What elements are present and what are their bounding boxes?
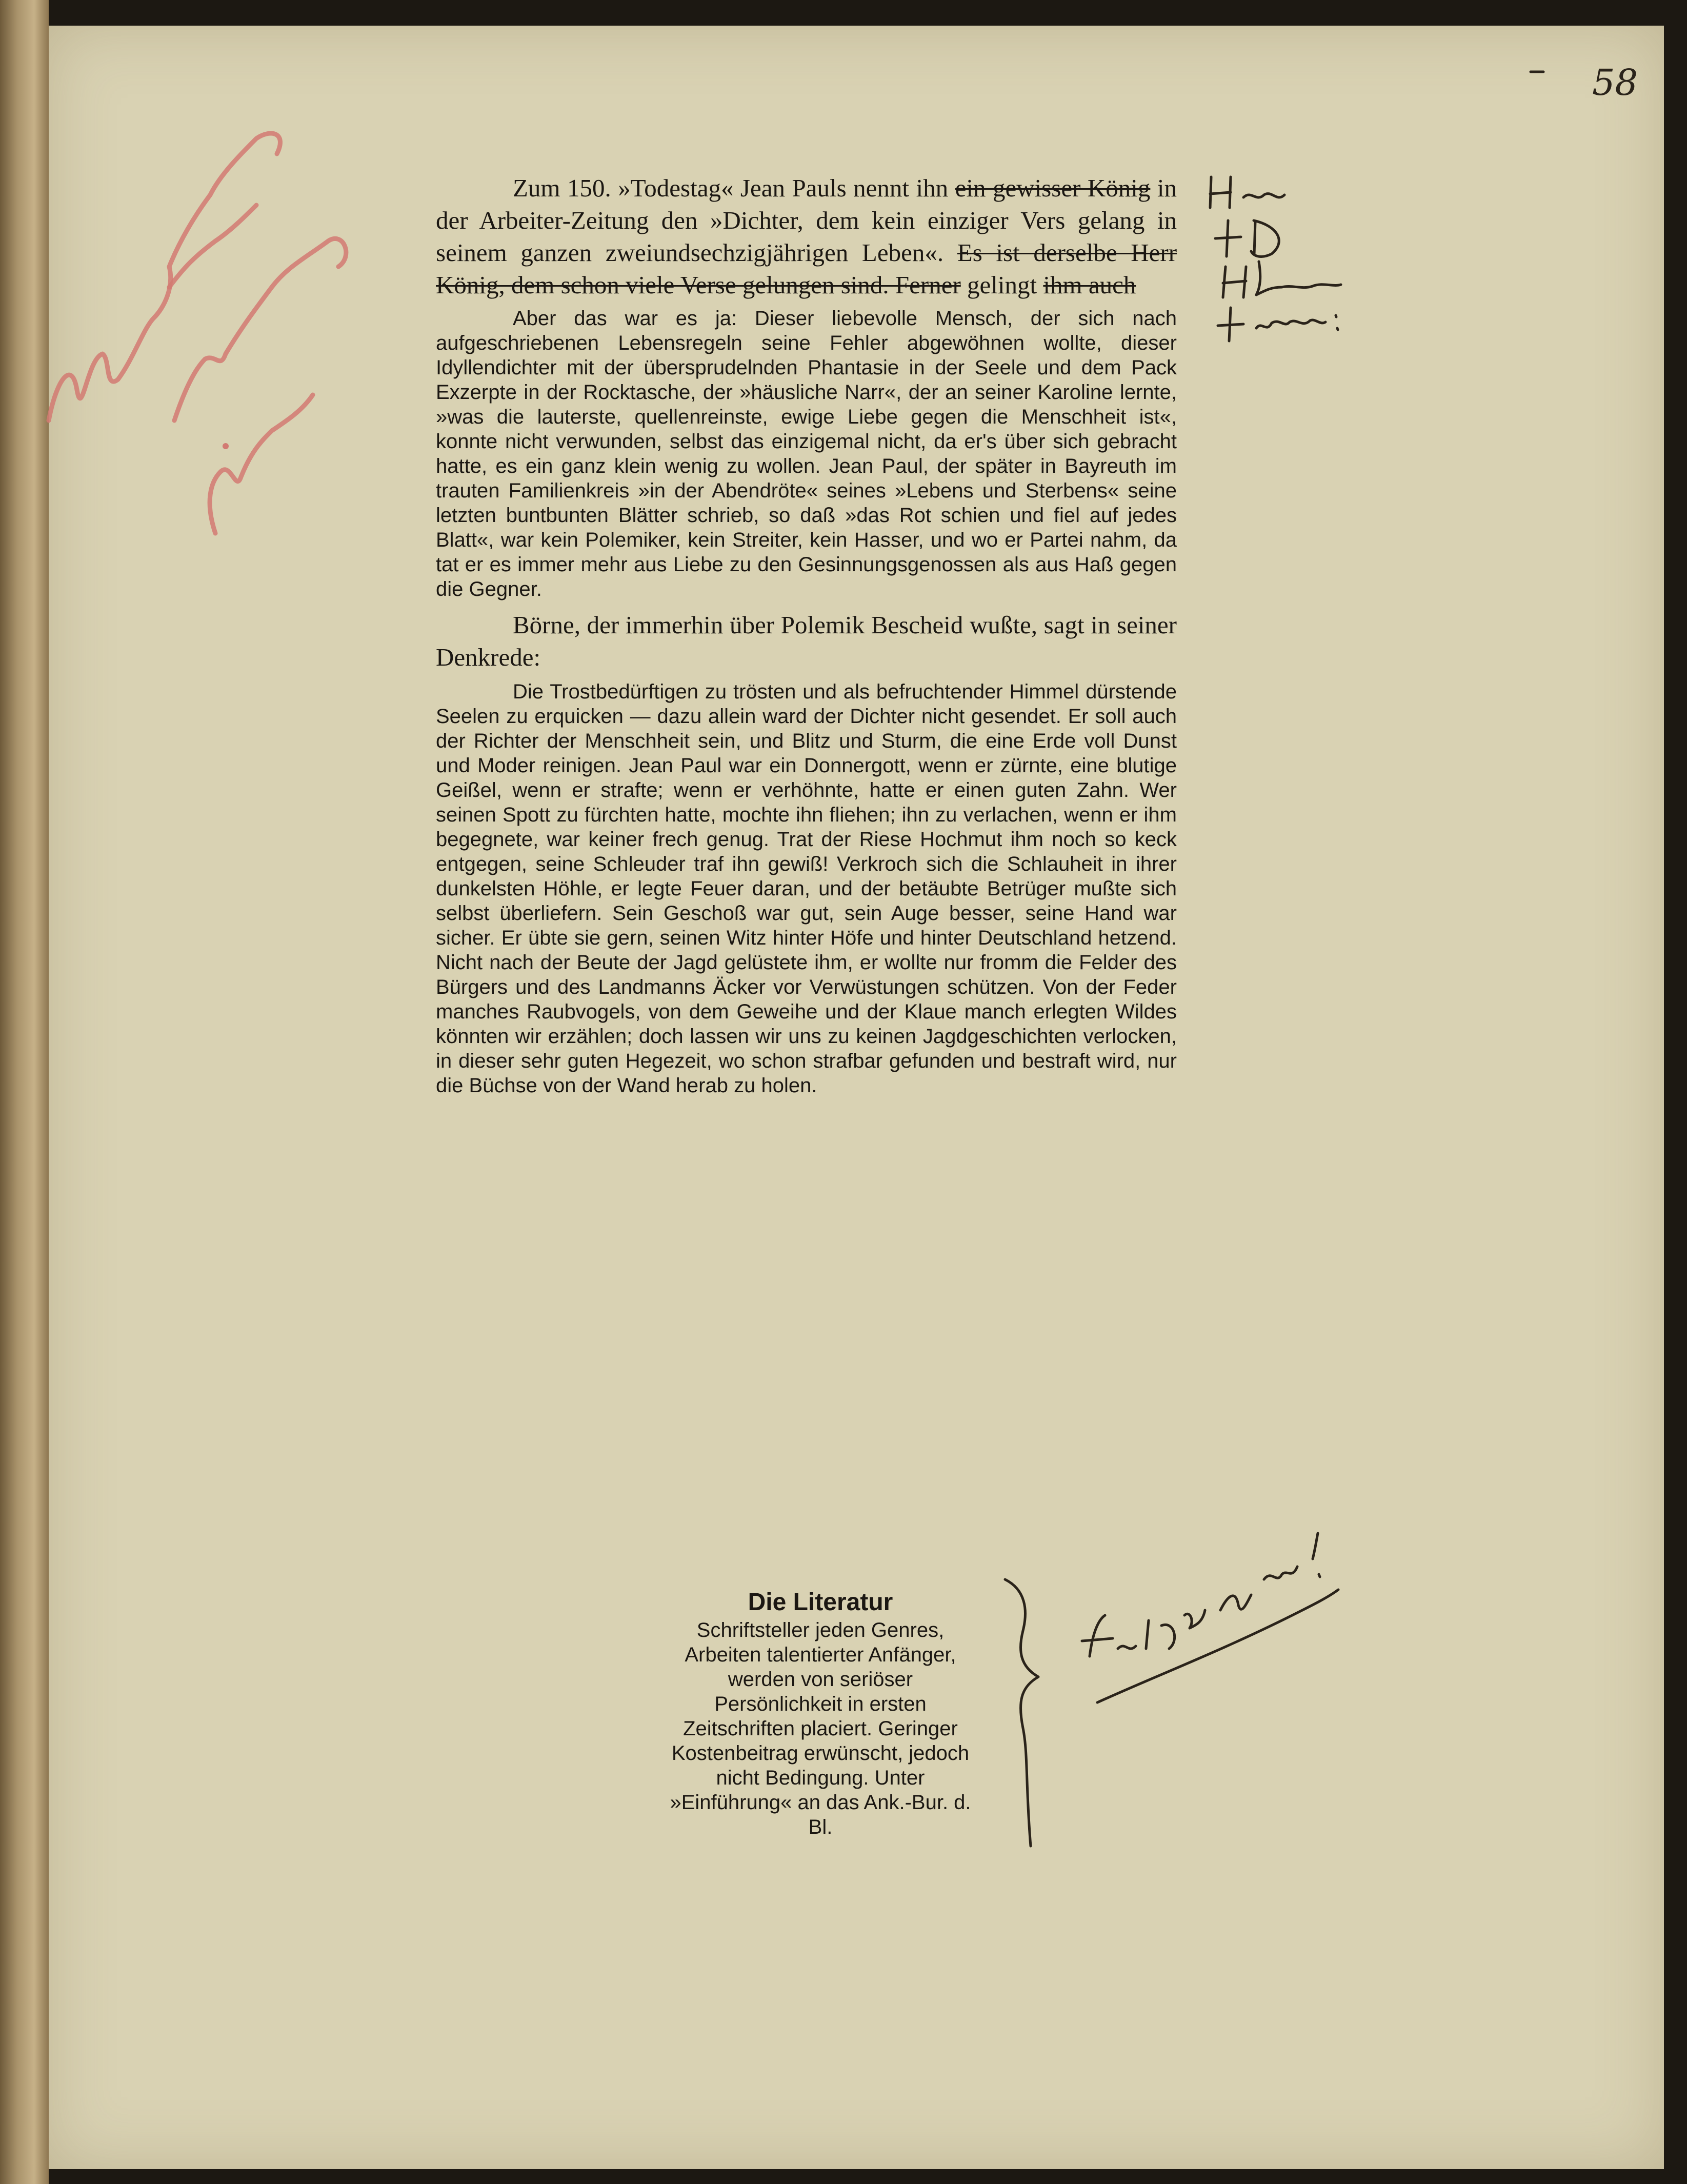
paragraph-jean-paul: Aber das war es ja: Dieser liebevolle Mensch, der sich nach aufgeschriebenen Lebensregeln seine Fehler abgewöhnen wollte, dieser Idyllendichter mit der übersprudelnden Phantasie in der Seele und dem Pack Exzerpte in der Rocktasche, der »häusliche Narr«, der an seiner Karoline lernte, »was die lauterste, quellenreinste, ewige Liebe gegen die Menschheit ist«, konnte nicht verwunden, selbst das einzigemal nicht, da er's über sich gebracht hatte, es ein ganz klein wenig zu wollen. Jean Paul, der später in Bayreuth im trauten Familienkreis »in der Abendröte« seines »Lebens und Sterbens« seine letzten buntbunten Blätter schrieb, so daß »das Rot schien und fiel auf jedes Blatt«, war kein Polemiker, kein Streiter, kein Hasser, und wo er Partei nahm, da tat er es immer mehr aus Liebe zu den Gesinnungsgenossen als aus Haß gegen die Gegner. <box>436 307 1177 600</box>
ad-body: Schriftsteller jeden Genres, Arbeiten talentierter Anfänger, werden von seriöser Persönlichkeit in ersten Zeitschriften placiert. Geringer Kostenbeitrag erwünscht, jedoch nicht Bedingung. Unter »Einführung« an das Ank.-Bur. d. Bl. <box>670 1619 971 1838</box>
struck-text: ein gewisser König <box>955 174 1151 202</box>
struck-text: ihm auch <box>1043 271 1136 299</box>
intro-text-middle: in der Arbeiter-Zeitung den »Dichter, dem kein einziger Vers gelang in seinem ganzen zweiundsechzigjährigen Leben«. <box>436 174 1177 267</box>
intro-text: Zum 150. »Todestag« Jean Pauls nennt ihn <box>513 174 955 202</box>
intro-text-end: gelingt <box>960 271 1043 299</box>
struck-text: Es ist derselbe Herr König, dem schon viele Verse gelungen sind. Ferner <box>436 238 1177 299</box>
ad-title: Die Literatur <box>748 1589 893 1616</box>
handwritten-brace-note <box>1005 1533 1338 1846</box>
red-pencil-scribble <box>49 133 346 533</box>
margin-notes-right <box>1210 177 1341 341</box>
paragraph-quote: Die Trostbedürftigen zu trösten und als befruchtender Himmel dürstende Seelen zu erquicken — dazu allein ward der Dichter nicht gesendet. Er soll auch der Richter der Menschheit sein, und Blitz und Sturm, die eine Erde voll Dunst und Moder reinigen. Jean Paul war ein Donnergott, wenn er zürnte, eine blutige Geißel, wenn er strafte; wenn er verhöhnte, hatte er einen guten Zahn. Wer seinen Spott zu fürchten hatte, mochte ihn fliehen; ihn zu verlachen, wenn er ihm begegnete, war keiner frech genug. Trat der Riese Hochmut ihm noch so keck entgegen, seine Schleuder traf ihn gewiß! Verkroch sich die Schlauheit in ihrer dunkelsten Höhle, er legte Feuer daran, und der betäubte Betrüger mußte sich selbst überliefern. Sein Geschoß war gut, sein Auge besser, seine Hand war sicher. Er übte sie gern, seinen Witz hinter Höfe und hinter Deutschland hetzend. Nicht nach der Beute der Jagd gelüstete ihm, er wollte nur fromm die Felder des Bürgers und des Landmanns Äcker vor Verwüstungen schützen. Von der Feder manches Raubvogels, von dem Geweihe und der Klaue manch erlegten Wildes könnten wir erzählen; doch lassen wir uns zu keinen Jagdgeschichten verlocken, in dieser sehr guten Hegezeit, wo schon strafbar gefunden und bestraft wird, nur die Büchse von der Wand herab zu holen. <box>436 680 1177 1097</box>
paragraph-boerne: Börne, der immerhin über Polemik Bescheid wußte, sagt in seiner Denkrede: <box>436 611 1177 671</box>
page-number: 58 <box>1592 62 1638 104</box>
